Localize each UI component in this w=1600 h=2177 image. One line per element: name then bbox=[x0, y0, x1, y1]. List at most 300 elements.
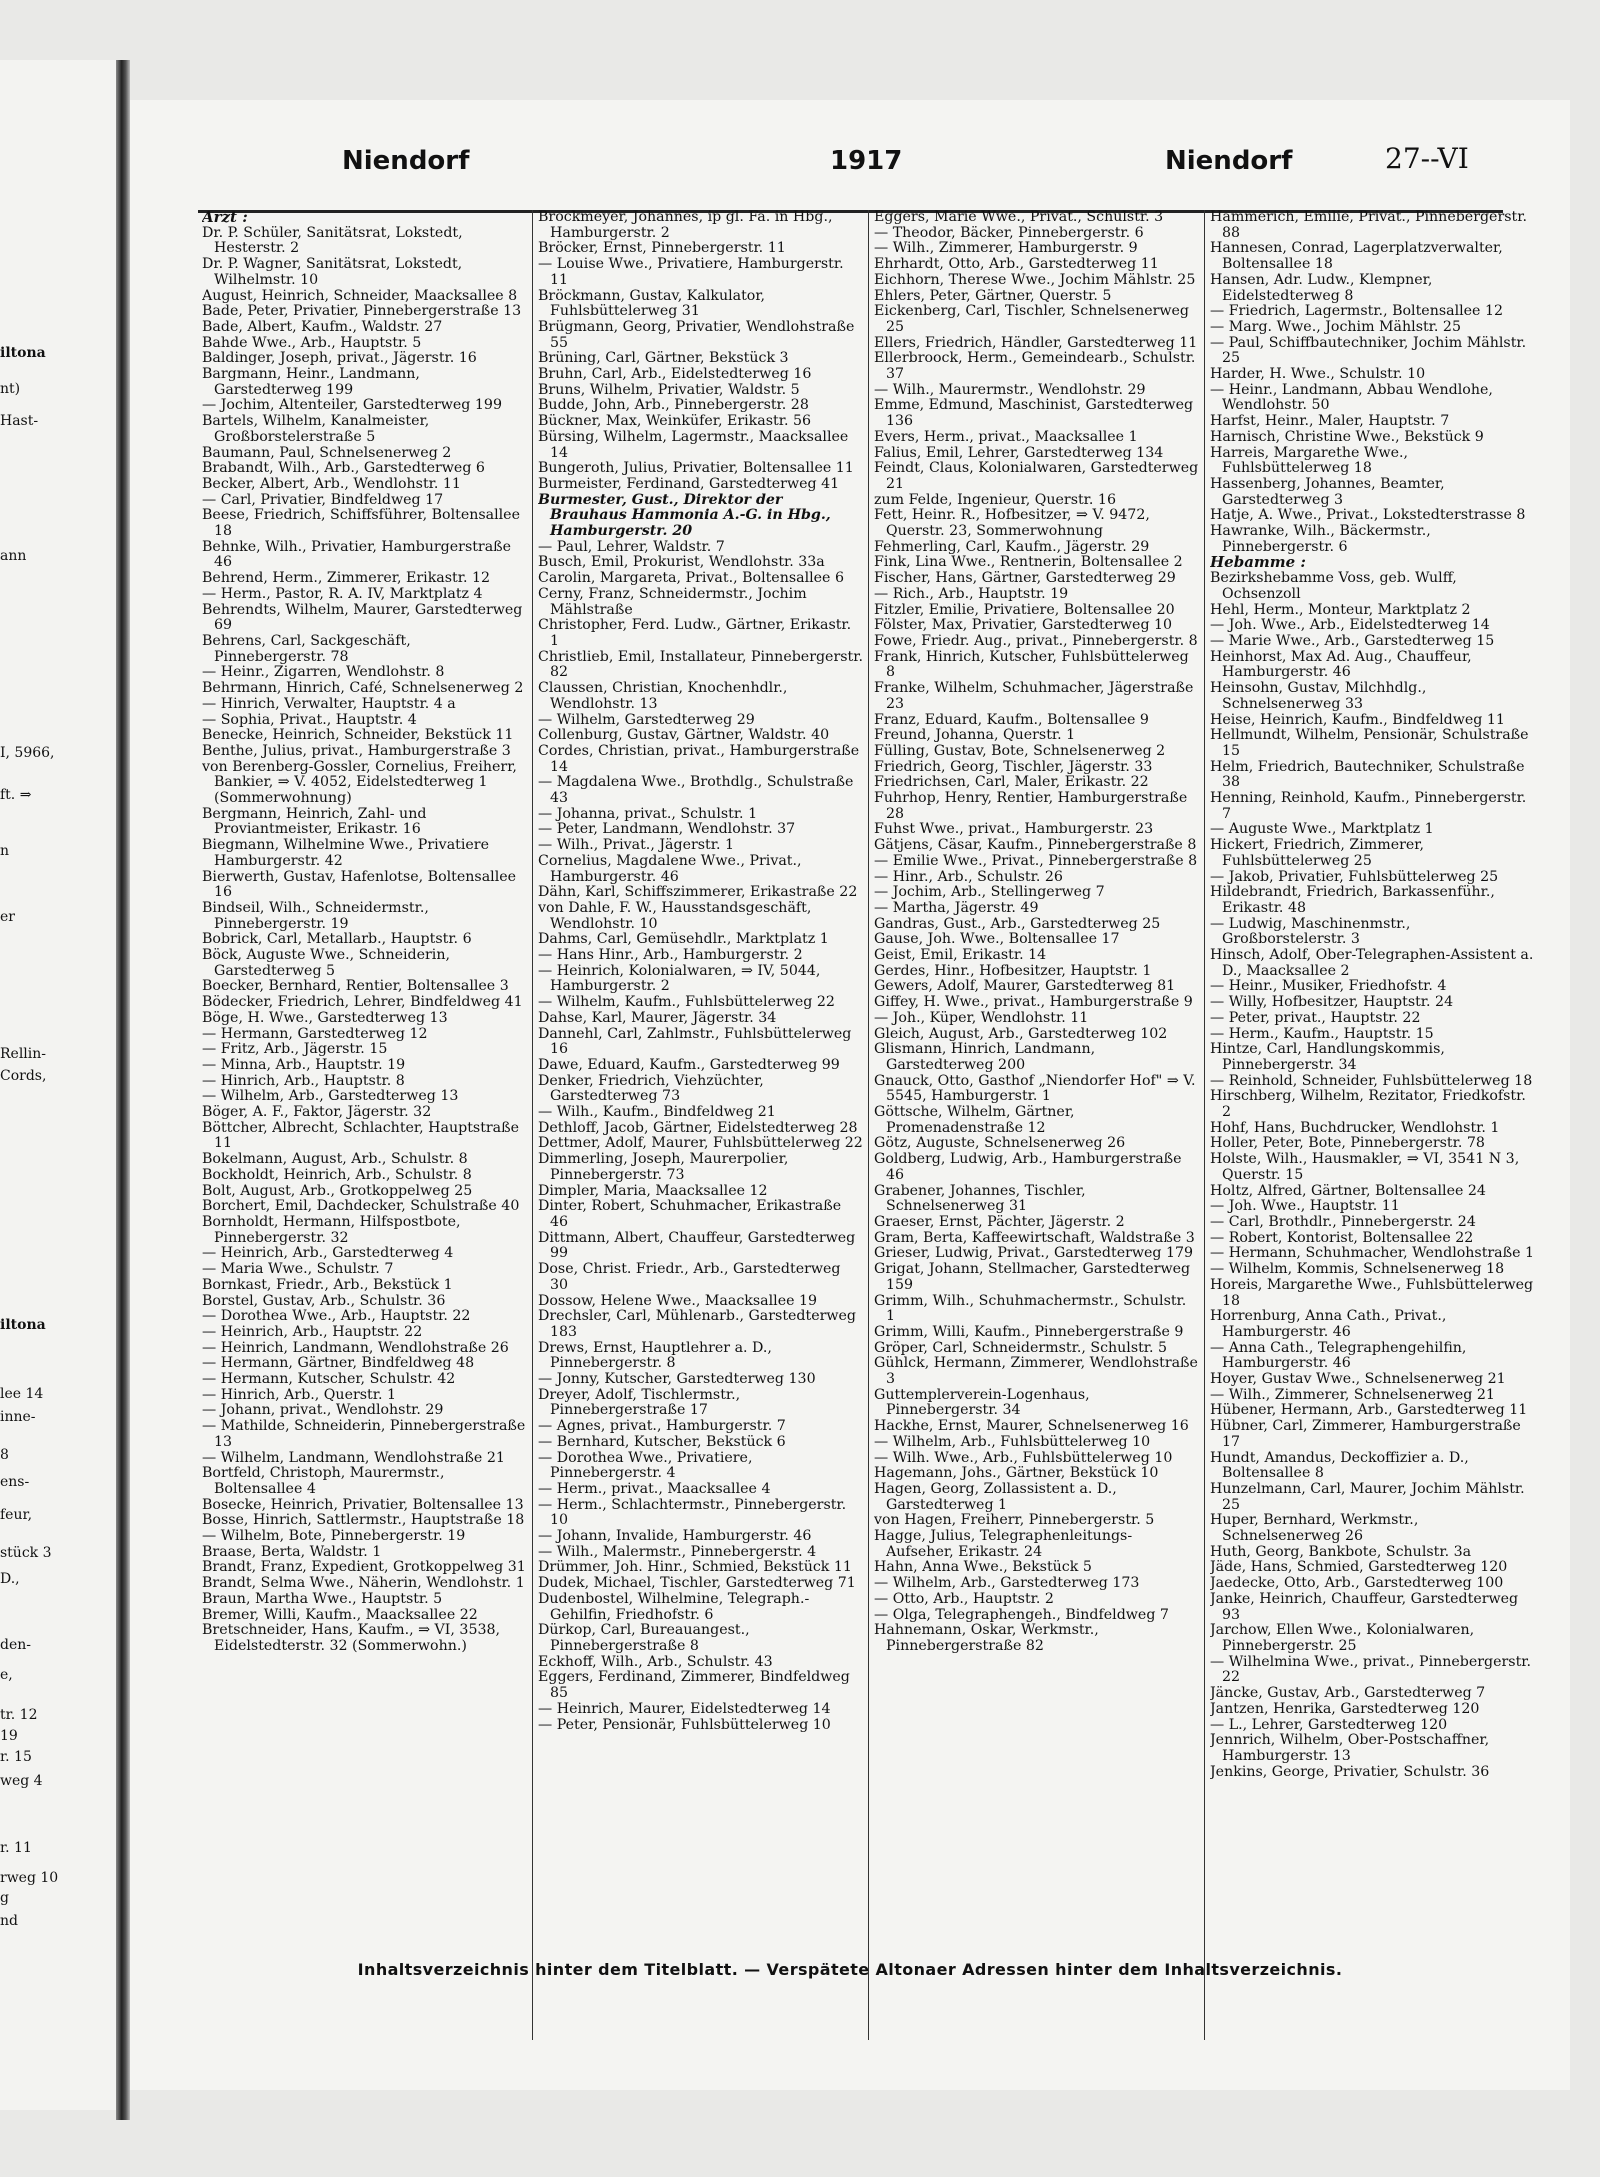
directory-entry: Brandt, Selma Wwe., Näherin, Wendlohstr. 1 bbox=[202, 1575, 525, 1592]
directory-entry: Feindt, Claus, Kolonialwaren, Garstedterweg 21 bbox=[874, 460, 1199, 492]
directory-entry: — Auguste Wwe., Marktplatz 1 bbox=[1210, 821, 1434, 838]
directory-entry: — Hermann, Gärtner, Bindfeldweg 48 bbox=[202, 1355, 475, 1372]
directory-entry: Ehlers, Peter, Gärtner, Querstr. 5 bbox=[874, 287, 1112, 304]
previous-page-fragment: r. 11 bbox=[0, 1840, 32, 1856]
directory-entry: — Emilie Wwe., Privat., Pinnebergerstraße 8 bbox=[874, 852, 1198, 869]
page-footer-note: Inhaltsverzeichnis hinter dem Titelblatt. — Verspätete Altonaer Adressen hinter dem Inhaltsverzeichnis. bbox=[357, 1960, 1343, 1979]
directory-entry: — Magdalena Wwe., Brothdlg., Schulstraße 43 bbox=[538, 774, 854, 807]
directory-entry: Heise, Heinrich, Kaufm., Bindfeldweg 11 bbox=[1210, 711, 1505, 728]
directory-entry: — Willy, Hofbesitzer, Hauptstr. 24 bbox=[1210, 994, 1454, 1011]
directory-entry: Bokelmann, August, Arb., Schulstr. 8 bbox=[202, 1151, 468, 1168]
directory-entry: — Wilh., Zimmerer, Schnelsenerweg 21 bbox=[1210, 1386, 1495, 1403]
directory-entry: — Wilhelm, Garstedterweg 29 bbox=[538, 711, 755, 728]
directory-entry: Fischer, Hans, Gärtner, Garstedterweg 29 bbox=[874, 570, 1176, 587]
section-heading: Burmester, Gust., Direktor der Brauhaus Hammonia A.-G. in Hbg., Hamburgerstr. 20 bbox=[538, 491, 831, 540]
directory-entry: Ellers, Friedrich, Händler, Garstedterweg 11 bbox=[874, 334, 1198, 351]
directory-entry: Borchert, Emil, Dachdecker, Schulstraße 40 bbox=[202, 1198, 520, 1215]
directory-entry: — Peter, Pensionär, Fuhlsbüttelerweg 10 bbox=[538, 1716, 831, 1733]
directory-entry: Bade, Albert, Kaufm., Waldstr. 27 bbox=[202, 318, 443, 335]
directory-entry: Bödecker, Friedrich, Lehrer, Bindfeldweg 41 bbox=[202, 994, 523, 1011]
directory-entry: — Heinrich, Landmann, Wendlohstraße 26 bbox=[202, 1339, 509, 1356]
directory-entry: Bortfeld, Christoph, Maurermstr., Boltensallee 4 bbox=[202, 1465, 445, 1497]
previous-page-fragment: r. 15 bbox=[0, 1749, 32, 1765]
section-heading: Hebamme : bbox=[1210, 553, 1306, 572]
directory-entry: Dudenbostel, Wilhelmine, Telegraph.-Gehilfin, Friedhofstr. 6 bbox=[538, 1590, 810, 1623]
directory-entry: Harnisch, Christine Wwe., Bekstück 9 bbox=[1210, 428, 1484, 445]
directory-entry: Hagge, Julius, Telegraphenleitungs-Aufseher, Erikastr. 24 bbox=[874, 1528, 1133, 1560]
previous-page-fragment: weg 4 bbox=[0, 1773, 43, 1789]
directory-entry: — L., Lehrer, Garstedterweg 120 bbox=[1210, 1716, 1448, 1733]
directory-entry: Grimm, Willi, Kaufm., Pinnebergerstraße 9 bbox=[874, 1323, 1184, 1340]
directory-entry: Bröckmann, Gustav, Kalkulator, Fuhlsbüttelerweg 31 bbox=[538, 287, 766, 320]
directory-entry: Hickert, Friedrich, Zimmerer, Fuhlsbüttelerweg 25 bbox=[1210, 837, 1425, 869]
directory-entry: Dannehl, Carl, Zahlmstr., Fuhlsbüttelerweg 16 bbox=[538, 1025, 852, 1058]
directory-entry: — Hermann, Schuhmacher, Wendlohstraße 1 bbox=[1210, 1245, 1535, 1262]
directory-entry: Götz, Auguste, Schnelsenerweg 26 bbox=[874, 1135, 1126, 1152]
directory-entry: Grieser, Ludwig, Privat., Garstedterweg 179 bbox=[874, 1245, 1194, 1262]
directory-entry: — Mathilde, Schneiderin, Pinnebergerstraße 13 bbox=[202, 1418, 526, 1450]
directory-entry: — Peter, Landmann, Wendlohstr. 37 bbox=[538, 821, 796, 838]
directory-entry: Gnauck, Otto, Gasthof „Niendorfer Hof" ⇒ V. 5545, Hamburgerstr. 1 bbox=[874, 1072, 1196, 1105]
directory-entry: Ehrhardt, Otto, Arb., Garstedterweg 11 bbox=[874, 256, 1159, 273]
directory-entry: — Wilh., Zimmerer, Hamburgerstr. 9 bbox=[874, 240, 1138, 257]
directory-entry: Beese, Friedrich, Schiffsführer, Boltensallee 18 bbox=[202, 507, 520, 540]
directory-entry: Dürkop, Carl, Bureauangest., Pinnebergerstraße 8 bbox=[538, 1622, 750, 1654]
previous-page-fragment: ann bbox=[0, 548, 27, 564]
directory-entry: Hahnemann, Oskar, Werkmstr., Pinnebergerstraße 82 bbox=[874, 1622, 1099, 1654]
column-3 bbox=[874, 210, 1199, 2030]
directory-entry: Dähn, Karl, Schiffszimmerer, Erikastraße 22 bbox=[538, 884, 858, 901]
directory-entry: Becker, Albert, Arb., Wendlohstr. 11 bbox=[202, 475, 461, 492]
header-left-place: Niendorf bbox=[342, 146, 470, 176]
directory-entry: Behrens, Carl, Sackgeschäft, Pinnebergerstr. 78 bbox=[202, 632, 411, 665]
directory-entry: Hatje, A. Wwe., Privat., Lokstedterstrasse 8 bbox=[1210, 507, 1526, 524]
column-4 bbox=[1210, 210, 1535, 2030]
directory-page bbox=[130, 100, 1570, 2090]
directory-entry: Dittmann, Albert, Chauffeur, Garstedterweg 99 bbox=[538, 1229, 856, 1262]
directory-entry: Gewers, Adolf, Maurer, Garstedterweg 81 bbox=[874, 978, 1176, 995]
header-right-place: Niendorf bbox=[1165, 146, 1293, 176]
directory-entry: Emme, Edmund, Maschinist, Garstedterweg 136 bbox=[874, 397, 1194, 430]
directory-entry: Baldinger, Joseph, privat., Jägerstr. 16 bbox=[202, 350, 477, 367]
directory-entry: Böge, H. Wwe., Garstedterweg 13 bbox=[202, 1009, 448, 1026]
previous-page-fragment: den- bbox=[0, 1637, 31, 1653]
directory-entry: Bornholdt, Hermann, Hilfspostbote, Pinnebergerstr. 32 bbox=[202, 1214, 461, 1246]
directory-entry: — Wilh. Wwe., Arb., Fuhlsbüttelerweg 10 bbox=[874, 1449, 1173, 1466]
directory-entry: Jantzen, Henrika, Garstedterweg 120 bbox=[1210, 1700, 1480, 1717]
directory-entry: Brüning, Carl, Gärtner, Bekstück 3 bbox=[538, 350, 789, 367]
directory-entry: Böck, Auguste Wwe., Schneiderin, Garstedterweg 5 bbox=[202, 947, 450, 979]
directory-entry: von Berenberg-Gossler, Cornelius, Freiherr, Bankier, ⇒ V. 4052, Eidelstedterweg 1 (Sommerwohnung) bbox=[202, 758, 517, 807]
previous-page-fragment: stück 3 bbox=[0, 1545, 52, 1561]
directory-entry: Hirschberg, Wilhelm, Rezitator, Friedkofstr. 2 bbox=[1210, 1088, 1526, 1121]
directory-entry: — Rich., Arb., Hauptstr. 19 bbox=[874, 585, 1069, 602]
directory-entry: Hansen, Adr. Ludw., Klempner, Eidelstedterweg 8 bbox=[1210, 271, 1433, 304]
page-number: 27--VI bbox=[1385, 142, 1469, 175]
directory-entry: Christopher, Ferd. Ludw., Gärtner, Erikastr. 1 bbox=[538, 617, 852, 649]
directory-entry: — Sophia, Privat., Hauptstr. 4 bbox=[202, 711, 417, 728]
directory-entry: — Wilhelm, Landmann, Wendlohstraße 21 bbox=[202, 1449, 505, 1466]
directory-entry: Holste, Wilh., Hausmakler, ⇒ VI, 3541 N 3, Querstr. 15 bbox=[1210, 1151, 1520, 1183]
directory-entry: Bürsing, Wilhelm, Lagermstr., Maacksallee 14 bbox=[538, 428, 849, 461]
directory-entry: — Wilhelm, Bote, Pinnebergerstr. 19 bbox=[202, 1528, 466, 1545]
directory-entry: Carolin, Margareta, Privat., Boltensallee 6 bbox=[538, 570, 844, 587]
directory-entry: Bröcker, Ernst, Pinnebergerstr. 11 bbox=[538, 240, 786, 257]
directory-entry: Dr. P. Wagner, Sanitätsrat, Lokstedt, Wilhelmstr. 10 bbox=[202, 256, 463, 288]
directory-entry: Graeser, Ernst, Pächter, Jägerstr. 2 bbox=[874, 1214, 1125, 1230]
directory-entry: Bruns, Wilhelm, Privatier, Waldstr. 5 bbox=[538, 381, 800, 398]
directory-entry: — Wilhelm, Kommis, Schnelsenerweg 18 bbox=[1210, 1261, 1505, 1278]
directory-entry: Grimm, Wilh., Schuhmachermstr., Schulstr. 1 bbox=[874, 1292, 1187, 1325]
directory-entry: Gätjens, Cäsar, Kaufm., Pinnebergerstraße 8 bbox=[874, 837, 1197, 854]
directory-entry: — Jonny, Kutscher, Garstedterweg 130 bbox=[538, 1371, 816, 1388]
directory-entry: — Theodor, Bäcker, Pinnebergerstr. 6 bbox=[874, 224, 1144, 241]
directory-entry: Janke, Heinrich, Chauffeur, Garstedterweg 93 bbox=[1210, 1590, 1519, 1623]
directory-entry: zum Felde, Ingenieur, Querstr. 16 bbox=[874, 491, 1116, 508]
directory-entry: — Friedrich, Lagermstr., Boltensallee 12 bbox=[1210, 303, 1503, 320]
previous-page-fragment: ft. ⇒ bbox=[0, 787, 32, 803]
directory-entry: Jenkins, George, Privatier, Schulstr. 36 bbox=[1210, 1763, 1490, 1780]
directory-entry: Frank, Hinrich, Kutscher, Fuhlsbüttelerweg 8 bbox=[874, 648, 1189, 681]
directory-entry: Cerny, Franz, Schneidermstr., Jochim Mählstraße bbox=[538, 585, 807, 618]
directory-entry: — Johann, privat., Wendlohstr. 29 bbox=[202, 1402, 444, 1419]
directory-entry: Dinter, Robert, Schuhmacher, Erikastraße 46 bbox=[538, 1198, 842, 1230]
directory-entry: Dahms, Carl, Gemüsehdlr., Marktplatz 1 bbox=[538, 931, 829, 948]
directory-entry: Bosse, Hinrich, Sattlermstr., Hauptstraße 18 bbox=[202, 1512, 525, 1529]
previous-page-fragment: D., bbox=[0, 1571, 20, 1587]
directory-entry: Collenburg, Gustav, Gärtner, Waldstr. 40 bbox=[538, 727, 830, 744]
directory-entry: Braase, Berta, Waldstr. 1 bbox=[202, 1543, 382, 1560]
directory-entry: Gerdes, Hinr., Hofbesitzer, Hauptstr. 1 bbox=[874, 962, 1152, 979]
previous-page-fragment: Hast- bbox=[0, 413, 39, 429]
directory-entry: von Hagen, Freiherr, Pinnebergerstr. 5 bbox=[874, 1512, 1155, 1529]
column-2 bbox=[538, 210, 863, 2030]
directory-entry: Harder, H. Wwe., Schulstr. 10 bbox=[1210, 366, 1426, 383]
directory-entry: — Wilhelm, Arb., Fuhlsbüttelerweg 10 bbox=[874, 1433, 1151, 1450]
column-divider bbox=[1204, 210, 1205, 2040]
directory-entry: von Dahle, F. W., Hausstandsgeschäft, Wendlohstr. 10 bbox=[538, 899, 812, 932]
directory-entry: Böttcher, Albrecht, Schlachter, Hauptstraße 11 bbox=[202, 1119, 520, 1152]
directory-entry: — Fritz, Arb., Jägerstr. 15 bbox=[202, 1041, 388, 1058]
column-divider bbox=[868, 210, 869, 2040]
directory-entry: Dose, Christ. Friedr., Arb., Garstedterweg 30 bbox=[538, 1261, 841, 1293]
directory-entry: Benecke, Heinrich, Schneider, Bekstück 11 bbox=[202, 727, 514, 744]
directory-entry: — Joh. Wwe., Hauptstr. 11 bbox=[1210, 1198, 1400, 1215]
directory-entry: Fitzler, Emilie, Privatiere, Boltensallee 20 bbox=[874, 601, 1175, 618]
directory-entry: Bolt, August, Arb., Grotkoppelweg 25 bbox=[202, 1182, 473, 1199]
directory-entry: — Heinrich, Arb., Garstedterweg 4 bbox=[202, 1245, 454, 1262]
directory-entry: Fuhrhop, Henry, Rentier, Hamburgerstraße 28 bbox=[874, 790, 1188, 822]
directory-entry: — Heinr., Landmann, Abbau Wendlohe, Wendlohstr. 50 bbox=[1210, 381, 1493, 414]
directory-entry: Eggers, Ferdinand, Zimmerer, Bindfeldweg 85 bbox=[538, 1669, 850, 1702]
directory-entry: — Jochim, Altenteiler, Garstedterweg 199 bbox=[202, 397, 502, 414]
directory-entry: Friedrich, Georg, Tischler, Jägerstr. 33 bbox=[874, 758, 1153, 775]
directory-entry: Holler, Peter, Bote, Pinnebergerstr. 78 bbox=[1210, 1135, 1485, 1152]
previous-page-fragment: g bbox=[0, 1890, 9, 1906]
directory-entry: Hildebrandt, Friedrich, Barkassenführ., Erikastr. 48 bbox=[1210, 884, 1495, 916]
directory-entry: Brandt, Franz, Expedient, Grotkoppelweg 31 bbox=[202, 1559, 526, 1576]
directory-entry: — Herm., Pastor, R. A. IV, Marktplatz 4 bbox=[202, 585, 483, 602]
directory-entry: — Wilhelm, Arb., Garstedterweg 173 bbox=[874, 1575, 1140, 1592]
directory-entry: Hoyer, Gustav Wwe., Schnelsenerweg 21 bbox=[1210, 1371, 1506, 1388]
directory-entry: — Johann, Invalide, Hamburgerstr. 46 bbox=[538, 1528, 812, 1545]
directory-entry: Jarchow, Ellen Wwe., Kolonialwaren, Pinnebergerstr. 25 bbox=[1210, 1622, 1475, 1654]
directory-entry: — Paul, Schiffbautechniker, Jochim Mählstr. 25 bbox=[1210, 334, 1527, 367]
section-heading: Arzt : bbox=[202, 210, 248, 226]
directory-entry: Bindseil, Wilh., Schneidermstr., Pinnebergerstr. 19 bbox=[202, 899, 429, 932]
previous-page-fragment: er bbox=[0, 909, 15, 925]
directory-entry: Drews, Ernst, Hauptlehrer a. D., Pinnebergerstr. 8 bbox=[538, 1339, 772, 1372]
previous-page-fragment: n bbox=[0, 843, 10, 859]
directory-entry: Brabandt, Wilh., Arb., Garstedterweg 6 bbox=[202, 460, 485, 477]
directory-entry: Borstel, Gustav, Arb., Schulstr. 36 bbox=[202, 1292, 446, 1309]
directory-entry: Gleich, August, Arb., Garstedterweg 102 bbox=[874, 1025, 1168, 1042]
directory-entry: Huth, Georg, Bankbote, Schulstr. 3a bbox=[1210, 1543, 1472, 1560]
directory-entry: Fülling, Gustav, Bote, Schnelsenerweg 2 bbox=[874, 742, 1166, 759]
header-year: 1917 bbox=[830, 146, 903, 176]
directory-entry: Dreyer, Adolf, Tischlermstr., Pinnebergerstraße 17 bbox=[538, 1386, 741, 1419]
directory-entry: Geist, Emil, Erikastr. 14 bbox=[874, 947, 1047, 964]
directory-entry: — Hans Hinr., Arb., Hamburgerstr. 2 bbox=[538, 947, 803, 964]
directory-entry: Giffey, H. Wwe., privat., Hamburgerstraße 9 bbox=[874, 994, 1193, 1011]
directory-entry: Böger, A. F., Faktor, Jägerstr. 32 bbox=[202, 1104, 432, 1121]
previous-page-fragment: 8 bbox=[0, 1447, 9, 1463]
directory-entry: August, Heinrich, Schneider, Maacksallee 8 bbox=[202, 287, 518, 304]
directory-entry: Holtz, Alfred, Gärtner, Boltensallee 24 bbox=[1210, 1182, 1486, 1199]
page-header bbox=[130, 142, 1570, 186]
directory-entry: Dahse, Karl, Maurer, Jägerstr. 34 bbox=[538, 1009, 777, 1026]
directory-entry: Bahde Wwe., Arb., Hauptstr. 5 bbox=[202, 334, 422, 351]
directory-entry: Hübener, Hermann, Arb., Garstedterweg 11 bbox=[1210, 1402, 1528, 1419]
directory-entry: Hintze, Carl, Handlungskommis, Pinnebergerstr. 34 bbox=[1210, 1041, 1445, 1073]
directory-entry: Bornkast, Friedr., Arb., Bekstück 1 bbox=[202, 1276, 453, 1293]
directory-entry: — Heinrich, Kolonialwaren, ⇒ IV, 5044, Hamburgerstr. 2 bbox=[538, 962, 821, 995]
directory-entry: Dossow, Helene Wwe., Maacksallee 19 bbox=[538, 1292, 818, 1309]
directory-entry: — Wilh., Malermstr., Pinnebergerstr. 4 bbox=[538, 1543, 817, 1560]
directory-entry: — Hinrich, Arb., Hauptstr. 8 bbox=[202, 1072, 405, 1089]
directory-entry: Baumann, Paul, Schnelsenerweg 2 bbox=[202, 444, 452, 461]
directory-entry: Dettmer, Adolf, Maurer, Fuhlsbüttelerweg 22 bbox=[538, 1135, 863, 1152]
directory-entry: Bretschneider, Hans, Kaufm., ⇒ VI, 3538, Eidelstedterstr. 32 (Sommerwohn.) bbox=[202, 1622, 501, 1654]
directory-entry: — Carl, Privatier, Bindfeldweg 17 bbox=[202, 491, 444, 508]
directory-entry: Bockholdt, Heinrich, Arb., Schulstr. 8 bbox=[202, 1166, 472, 1183]
directory-entry: Bosecke, Heinrich, Privatier, Boltensallee 13 bbox=[202, 1496, 524, 1513]
directory-entry: Drümmer, Joh. Hinr., Schmied, Bekstück 11 bbox=[538, 1559, 852, 1576]
previous-page-fragment: iltona bbox=[0, 1317, 46, 1333]
directory-entry: Bungeroth, Julius, Privatier, Boltensallee 11 bbox=[538, 460, 854, 477]
directory-entry: Bruhn, Carl, Arb., Eidelstedterweg 16 bbox=[538, 366, 812, 383]
directory-entry: Grabener, Johannes, Tischler, Schnelsenerweg 31 bbox=[874, 1182, 1086, 1215]
directory-entry: — Marg. Wwe., Jochim Mählstr. 25 bbox=[1210, 318, 1461, 335]
directory-entry: Guttemplerverein-Logenhaus, Pinnebergerstr. 34 bbox=[874, 1386, 1090, 1419]
directory-entry: — Heinr., Zigarren, Wendlohstr. 8 bbox=[202, 664, 445, 681]
directory-entry: Hagen, Georg, Zollassistent a. D., Garstedterweg 1 bbox=[874, 1480, 1117, 1513]
directory-entry: Dudek, Michael, Tischler, Garstedterweg 71 bbox=[538, 1575, 856, 1592]
directory-entry: Hassenberg, Johannes, Beamter, Garstedterweg 3 bbox=[1210, 475, 1445, 508]
previous-page-fragment: I, 5966, bbox=[0, 745, 55, 761]
directory-entry: Franke, Wilhelm, Schuhmacher, Jägerstraße 23 bbox=[874, 680, 1194, 712]
directory-entry: — Anna Cath., Telegraphengehilfin, Hamburgerstr. 46 bbox=[1210, 1339, 1467, 1372]
previous-page-fragment: 19 bbox=[0, 1728, 18, 1744]
directory-entry: Bückner, Max, Weinküfer, Erikastr. 56 bbox=[538, 413, 812, 430]
directory-entry: — Jakob, Privatier, Fuhlsbüttelerweg 25 bbox=[1210, 868, 1499, 885]
directory-entry: Gröper, Carl, Schneidermstr., Schulstr. 5 bbox=[874, 1339, 1168, 1356]
directory-entry: Denker, Friedrich, Viehzüchter, Garstedterweg 73 bbox=[538, 1072, 764, 1105]
directory-entry: — Marie Wwe., Arb., Garstedterweg 15 bbox=[1210, 632, 1495, 649]
directory-entry: Dawe, Eduard, Kaufm., Garstedterweg 99 bbox=[538, 1056, 840, 1073]
previous-page-fragment: lee 14 bbox=[0, 1386, 44, 1402]
directory-entry: Bargmann, Heinr., Landmann, Garstedterweg 199 bbox=[202, 366, 420, 398]
previous-page-edge bbox=[0, 60, 120, 2110]
directory-entry: Harfst, Heinr., Maler, Hauptstr. 7 bbox=[1210, 413, 1450, 430]
directory-entry: — Dorothea Wwe., Privatiere, Pinnebergerstr. 4 bbox=[538, 1449, 753, 1482]
directory-entry: Boecker, Bernhard, Rentier, Boltensallee 3 bbox=[202, 978, 509, 995]
directory-entry: — Johanna, privat., Schulstr. 1 bbox=[538, 805, 758, 822]
previous-page-fragment: rweg 10 bbox=[0, 1870, 59, 1886]
directory-entry: Dimpler, Maria, Maacksallee 12 bbox=[538, 1182, 768, 1199]
directory-entry: — Maria Wwe., Schulstr. 7 bbox=[202, 1261, 394, 1278]
directory-entry: — Robert, Kontorist, Boltensallee 22 bbox=[1210, 1229, 1474, 1246]
directory-entry: Göttsche, Wilhelm, Gärtner, Promenadenstraße 12 bbox=[874, 1104, 1075, 1136]
directory-entry: — Wilhelm, Arb., Garstedterweg 13 bbox=[202, 1088, 459, 1105]
directory-entry: Hundt, Amandus, Deckoffizier a. D., Boltensallee 8 bbox=[1210, 1449, 1469, 1482]
directory-entry: Franz, Eduard, Kaufm., Boltensallee 9 bbox=[874, 711, 1149, 728]
directory-entry: Dimmerling, Joseph, Maurerpolier, Pinnebergerstr. 73 bbox=[538, 1151, 789, 1183]
directory-entry: Bezirkshebamme Voss, geb. Wulff, Ochsenzoll bbox=[1210, 570, 1457, 602]
directory-entry: — Hinrich, Verwalter, Hauptstr. 4 a bbox=[202, 695, 456, 712]
directory-entry: Glismann, Hinrich, Landmann, Garstedterweg 200 bbox=[874, 1041, 1096, 1073]
directory-entry: — Hinrich, Arb., Querstr. 1 bbox=[202, 1386, 397, 1403]
directory-entry: Hinsch, Adolf, Ober-Telegraphen-Assistent a. D., Maacksallee 2 bbox=[1210, 947, 1534, 979]
directory-entry: — Peter, privat., Hauptstr. 22 bbox=[1210, 1009, 1421, 1026]
directory-entry: Cornelius, Magdalene Wwe., Privat., Hamburgerstr. 46 bbox=[538, 852, 802, 885]
previous-page-fragment: ens- bbox=[0, 1474, 30, 1490]
directory-entry: — Paul, Lehrer, Waldstr. 7 bbox=[538, 538, 725, 555]
directory-entry: — Louise Wwe., Privatiere, Hamburgerstr. 11 bbox=[538, 256, 844, 288]
directory-entry: Huper, Bernhard, Werkmstr., Schnelsenerweg 26 bbox=[1210, 1512, 1419, 1545]
directory-entry: Ellerbroock, Herm., Gemeindearb., Schulstr. 37 bbox=[874, 350, 1196, 383]
directory-entry: — Hinr., Arb., Schulstr. 26 bbox=[874, 868, 1063, 885]
directory-entry: — Minna, Arb., Hauptstr. 19 bbox=[202, 1056, 406, 1073]
directory-entry: — Agnes, privat., Hamburgerstr. 7 bbox=[538, 1418, 786, 1435]
column-1 bbox=[202, 210, 527, 2030]
directory-entry: Jennrich, Wilhelm, Ober-Postschaffner, Hamburgerstr. 13 bbox=[1210, 1732, 1490, 1764]
directory-entry: Eckhoff, Wilh., Arb., Schulstr. 43 bbox=[538, 1653, 773, 1670]
directory-entry: Behnke, Wilh., Privatier, Hamburgerstraße 46 bbox=[202, 538, 512, 571]
directory-entry: Fett, Heinr. R., Hofbesitzer, ⇒ V. 9472, Querstr. 23, Sommerwohnung bbox=[874, 507, 1150, 540]
previous-page-fragment: nd bbox=[0, 1913, 18, 1929]
directory-entry: — Hermann, Kutscher, Schulstr. 42 bbox=[202, 1371, 456, 1388]
directory-entry: Drechsler, Carl, Mühlenarb., Garstedterweg 183 bbox=[538, 1308, 857, 1340]
directory-entry: Fehmerling, Carl, Kaufm., Jägerstr. 29 bbox=[874, 538, 1150, 555]
directory-entry: Hawranke, Wilh., Bäckermstr., Pinnebergerstr. 6 bbox=[1210, 523, 1431, 555]
directory-entry: Bartels, Wilhelm, Kanalmeister, Großborstelerstraße 5 bbox=[202, 413, 430, 445]
directory-entry: Jaedecke, Otto, Arb., Garstedterweg 100 bbox=[1210, 1575, 1504, 1592]
directory-entry: Hohf, Hans, Buchdrucker, Wendlohstr. 1 bbox=[1210, 1119, 1500, 1136]
book-gutter bbox=[116, 60, 130, 2120]
directory-entry: Jäde, Hans, Schmied, Garstedterweg 120 bbox=[1210, 1559, 1508, 1576]
previous-page-fragment: Cords, bbox=[0, 1068, 47, 1084]
directory-entry: — Reinhold, Schneider, Fuhlsbüttelerweg 18 bbox=[1210, 1072, 1533, 1089]
directory-entry: Evers, Herm., privat., Maacksallee 1 bbox=[874, 428, 1138, 445]
directory-entry: — Heinr., Musiker, Friedhofstr. 4 bbox=[1210, 978, 1447, 995]
column-divider bbox=[532, 210, 533, 2040]
previous-page-fragment: iltona bbox=[0, 345, 46, 361]
directory-entry: Fowe, Friedr. Aug., privat., Pinnebergerstr. 8 bbox=[874, 632, 1198, 649]
directory-entry: Hellmundt, Wilhelm, Pensionär, Schulstraße 15 bbox=[1210, 727, 1529, 759]
directory-entry: — Heinrich, Maurer, Eidelstedterweg 14 bbox=[538, 1700, 831, 1717]
directory-entry: Eichhorn, Therese Wwe., Jochim Mählstr. 25 bbox=[874, 271, 1196, 288]
directory-entry: — Hermann, Garstedterweg 12 bbox=[202, 1025, 428, 1042]
previous-page-fragment: Rellin- bbox=[0, 1046, 47, 1062]
previous-page-fragment: tr. 12 bbox=[0, 1707, 38, 1723]
directory-entry: Hahn, Anna Wwe., Bekstück 5 bbox=[874, 1559, 1092, 1576]
directory-entry: Harreis, Margarethe Wwe., Fuhlsbüttelerweg 18 bbox=[1210, 444, 1409, 477]
directory-entry: — Ludwig, Maschinenmstr., Großborstelerstr. 3 bbox=[1210, 915, 1411, 948]
directory-entry: Eggers, Marie Wwe., Privat., Schulstr. 3 bbox=[874, 210, 1164, 225]
directory-entry: — Carl, Brothdlr., Pinnebergerstr. 24 bbox=[1210, 1214, 1476, 1230]
directory-entry: Fölster, Max, Privatier, Garstedterweg 10 bbox=[874, 617, 1173, 634]
directory-entry: — Joh. Wwe., Arb., Eidelstedterweg 14 bbox=[1210, 617, 1490, 634]
directory-entry: — Martha, Jägerstr. 49 bbox=[874, 899, 1039, 916]
directory-entry: — Herm., Kaufm., Hauptstr. 15 bbox=[1210, 1025, 1434, 1042]
directory-entry: Hannesen, Conrad, Lagerplatzverwalter, Boltensallee 18 bbox=[1210, 240, 1503, 273]
directory-entry: Bergmann, Heinrich, Zahl- und Proviantmeister, Erikastr. 16 bbox=[202, 805, 427, 838]
directory-entry: Behrend, Herm., Zimmerer, Erikastr. 12 bbox=[202, 570, 491, 587]
directory-entry: Fink, Lina Wwe., Rentnerin, Boltensallee 2 bbox=[874, 554, 1183, 571]
directory-entry: — Jochim, Arb., Stellingerweg 7 bbox=[874, 884, 1105, 901]
directory-entry: Dethloff, Jacob, Gärtner, Eidelstedterweg 28 bbox=[538, 1119, 858, 1136]
directory-entry: Behrmann, Hinrich, Café, Schnelsenerweg 2 bbox=[202, 680, 524, 697]
directory-entry: Fuhst Wwe., privat., Hamburgerstr. 23 bbox=[874, 821, 1154, 838]
directory-entry: Bremer, Willi, Kaufm., Maacksallee 22 bbox=[202, 1606, 478, 1623]
directory-entry: Brockmeyer, Johannes, ip gl. Fa. in Hbg., Hamburgerstr. 2 bbox=[538, 210, 833, 241]
directory-entry: Gause, Joh. Wwe., Boltensallee 17 bbox=[874, 931, 1120, 948]
directory-entry: Brügmann, Georg, Privatier, Wendlohstraße 55 bbox=[538, 318, 855, 351]
directory-entry: Gühlck, Hermann, Zimmerer, Wendlohstraße 3 bbox=[874, 1355, 1198, 1388]
directory-entry: Cordes, Christian, privat., Hamburgerstraße 14 bbox=[538, 742, 860, 775]
directory-entry: Hackhe, Ernst, Maurer, Schnelsenerweg 16 bbox=[874, 1418, 1189, 1435]
directory-entry: Bade, Peter, Privatier, Pinnebergerstraße 13 bbox=[202, 303, 522, 320]
directory-entry: Hunzelmann, Carl, Maurer, Jochim Mählstr. 25 bbox=[1210, 1480, 1525, 1513]
directory-entry: — Herm., Schlachtermstr., Pinnebergerstr. 10 bbox=[538, 1496, 847, 1529]
directory-entry: — Wilh., Privat., Jägerstr. 1 bbox=[538, 837, 734, 854]
directory-entry: Busch, Emil, Prokurist, Wendlohstr. 33a bbox=[538, 554, 825, 571]
directory-entry: Heinhorst, Max Ad. Aug., Chauffeur, Hamburgerstr. 46 bbox=[1210, 648, 1472, 681]
directory-entry: Hübner, Carl, Zimmerer, Hamburgerstraße 17 bbox=[1210, 1418, 1521, 1450]
directory-entry: Hammerich, Emilie, Privat., Pinnebergerstr. 88 bbox=[1210, 210, 1527, 241]
directory-entry: Hehl, Herm., Monteur, Marktplatz 2 bbox=[1210, 601, 1471, 618]
previous-page-fragment: feur, bbox=[0, 1507, 33, 1523]
directory-entry: Friedrichsen, Carl, Maler, Erikastr. 22 bbox=[874, 774, 1149, 791]
directory-entry: Horeis, Margarethe Wwe., Fuhlsbüttelerweg 18 bbox=[1210, 1276, 1534, 1309]
directory-entry: Behrendts, Wilhelm, Maurer, Garstedterweg 69 bbox=[202, 601, 523, 634]
directory-entry: — Wilh., Kaufm., Bindfeldweg 21 bbox=[538, 1104, 776, 1121]
directory-entry: Braun, Martha Wwe., Hauptstr. 5 bbox=[202, 1590, 443, 1607]
directory-entry: — Bernhard, Kutscher, Bekstück 6 bbox=[538, 1433, 786, 1450]
directory-entry: — Wilh., Maurermstr., Wendlohstr. 29 bbox=[874, 381, 1146, 398]
directory-entry: — Wilhelm, Kaufm., Fuhlsbüttelerweg 22 bbox=[538, 994, 835, 1011]
directory-entry: Hagemann, Johs., Gärtner, Bekstück 10 bbox=[874, 1465, 1159, 1482]
directory-entry: — Heinrich, Arb., Hauptstr. 22 bbox=[202, 1323, 423, 1340]
directory-entry: Freund, Johanna, Querstr. 1 bbox=[874, 727, 1076, 744]
directory-entry: Goldberg, Ludwig, Arb., Hamburgerstraße 46 bbox=[874, 1151, 1182, 1183]
directory-entry: — Dorothea Wwe., Arb., Hauptstr. 22 bbox=[202, 1308, 471, 1325]
directory-entry: Heinsohn, Gustav, Milchhdlg., Schnelsenerweg 33 bbox=[1210, 680, 1427, 712]
directory-entry: Burmeister, Ferdinand, Garstedterweg 41 bbox=[538, 475, 840, 492]
directory-entry: Helm, Friedrich, Bautechniker, Schulstraße 38 bbox=[1210, 758, 1525, 791]
directory-entry: Gram, Berta, Kaffeewirtschaft, Waldstraße 3 bbox=[874, 1229, 1195, 1246]
